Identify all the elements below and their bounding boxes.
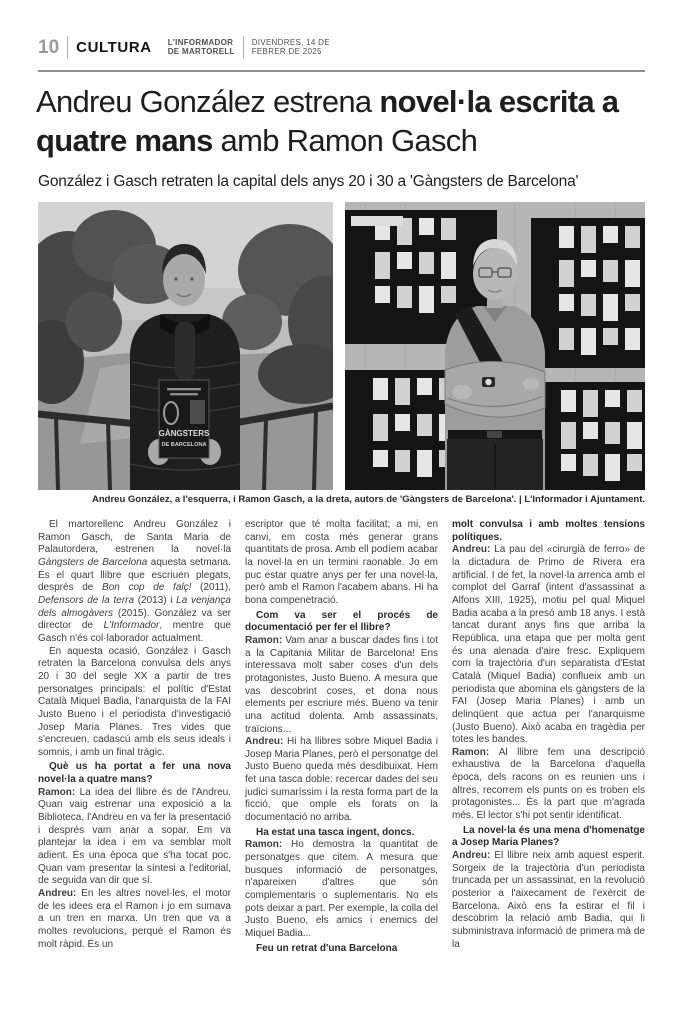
masthead-line1: L'INFORMADOR (167, 37, 234, 47)
photo-row (38, 202, 645, 490)
photo-andreu-gonzalez (38, 202, 333, 490)
section-title: CULTURA (76, 38, 152, 56)
interview-question: Feu un retrat d'una Barcelona (256, 942, 398, 954)
masthead (168, 38, 235, 57)
page-header (38, 36, 645, 58)
interview-question: molt convulsa i amb moltes tensions polítiques. (452, 519, 645, 543)
article-paragraph: Andreu: Hi ha llibres sobre Miquel Badia i Josep Maria Planes, però el personatge del Justo Bueno queda més desdibuixat. Hem fet una tasca doble: recercar dades del seu judici sumaríssim i la resta forma part de la ficció, que omple els forats on la documentació no arriba. (245, 736, 439, 824)
interview-question: Ha estat una tasca ingent, doncs. (256, 826, 415, 838)
article-subheadline: González i Gasch retraten la capital dels anys 20 i 30 a 'Gàngsters de Barcelona' (38, 173, 579, 190)
photo-caption: Andreu González, a l'esquerra, i Ramon Gasch, a la dreta, autors de 'Gàngsters de Barcelona'. | L'Informador i Ajuntament. (92, 494, 645, 505)
page-number: 10 (38, 36, 60, 58)
article-paragraph: Andreu: La pau del «cirurgià de ferro» de la dictadura de Primo de Rivera era artificial. I de fet, la novel·la arrenca amb el complot del Garraf (intent d'assassinat a Alfons XIII, 1925), motiu pel qual Miquel Badia acaba a la presó amb 18 anys. I està tancat durant anys fins que arriba la República, una etapa que per molta gent és una alenada d'aire fresc. Expliquem com la trajectòria d'un separatista d'Estat Català (Miquel Badia) conflueix amb un periodista que abomina els gàngsters de la FAI (Josep Maria Planes) i amb un delinqüent que actua per l'anarquisme (Justo Bueno). Això acaba en tragèdia per totes les bandes. (452, 544, 646, 746)
article-paragraph: escriptor que té molta facilitat; a mi, en canvi, em costa més generar grans quantitats de prosa. Amb ell podíem acabar la novel·la en un termini raonable. Jo em puc estar quatre anys per fer una novel·la, però amb el Ramon l'acabem abans. Hi ha bona compenetració. (245, 519, 438, 606)
article-paragraph: Ramon: La idea del llibre és de l'Andreu. Quan vaig estrenar una exposició a la Biblioteca, l'Andreu en va fer la presentació i després vam anar a sopar. Em va plantejar la idea i em va semblar molt adient. És una època que s'ha tocat poc. Quan vam presentar la síntesi a l'editorial, de seguida van dir que sí. (38, 786, 231, 887)
date-line1: DIVENDRES, 14 DE (251, 37, 330, 47)
book-title-line1: GÀNGSTERS (158, 429, 210, 438)
article-body (38, 519, 645, 955)
interview-question: Què us ha portat a fer una nova novel·la a quatre mans? (38, 761, 231, 786)
masthead-line2: DE MARTORELL (167, 47, 235, 56)
article-paragraph: Ramon: Vam anar a buscar dades fins i tot a la Capitania Militar de Barcelona! Ens interessava molt saber coses d'un dels protagonistes, Justo Bueno. A mesura que vas descobrint coses, et dona nous elements per escriure més. Bueno va tenir una actitud dolenta. Amb assassinats, traïcions... (245, 634, 438, 735)
article-column-1 (38, 519, 231, 955)
article-paragraph: Ramon: Al llibre fem una descripció exhaustiva de la Barcelona d'aquella època, dels racons on es reunien uns i altres, recorrem els punts on es troben els protagonistes... És la part que m'agrada més. El lector s'hi pot sentir identificat. (452, 746, 646, 822)
header-divider (67, 36, 68, 58)
book-cover (159, 380, 210, 458)
article-headline: Andreu González estrena novel·la escrita a quatre mans amb Ramon Gasch (36, 84, 619, 158)
issue-date (252, 38, 330, 57)
book-title-line2: DE BARCELONA (161, 442, 207, 448)
header-divider (243, 36, 244, 58)
article-column-3 (452, 519, 645, 955)
panel-label (351, 216, 403, 226)
article-paragraph: Andreu: En les altres novel·les, el motor de les idees era el Ramon i jo em sumava a un tren en marxa. Un tren que va a moltes revolucions, perquè el Ramon és molt ràpid. És un (38, 888, 231, 950)
photo-ramon-gasch (345, 202, 645, 490)
interview-question: Com va ser el procés de documentació per fer el llibre? (245, 609, 438, 634)
article-paragraph: Ramon: Ho demostra la quantitat de personatges que citem. A mesura que busques informació de personatges, n'apareixen d'altres que són complementaris o suplementaris. No els pots deixar a part. Per exemple, la colla del Justo Bueno, els amics i enemics del Miquel Badia... (245, 839, 438, 939)
header-rule (38, 70, 645, 72)
date-line2: FEBRER DE 2025 (251, 47, 322, 56)
article-paragraph: En aquesta ocasió, González i Gasch retraten la Barcelona convulsa dels anys 20 i 30 del segle XX a partir de tres personatges principals: el polític d'Estat Català Miquel Badia, l'anarquista de la FAI Justo Bueno i el periodista d'investigació Josep Maria Planes. Tres vides que s'encreuen, cadascú amb els seus ideals i somnis, i amb un final tràgic. (38, 645, 231, 758)
article-paragraph: El martorellenc Andreu González i Ramon Gasch, de Santa Maria de Palautordera, estrenen la novel·la Gàngsters de Barcelona aquesta setmana. És el quart llibre que escriuen plegats, després de Bon cop de falç! (2011), Defensors de la terra (2013) i La venjança dels almogàvers (2015). González va ser director de L'Informador, mentre que Gasch n'és col·laborador actualment. (38, 519, 232, 644)
interview-question: La novel·la és una mena d'homenatge a Josep Maria Planes? (452, 824, 645, 849)
article-column-2 (245, 519, 438, 955)
article-paragraph: Andreu: El llibre neix amb aquest esperit. Sorgeix de la trajectòria d'un periodista truncada per un assassinat, en la revolució posterior a l'aixecament de l'exèrcit de Barcelona. Això ens fa estirar el fil i descobrim la relació amb Badia, qui li subministrava informació de primera mà de la (452, 850, 645, 950)
